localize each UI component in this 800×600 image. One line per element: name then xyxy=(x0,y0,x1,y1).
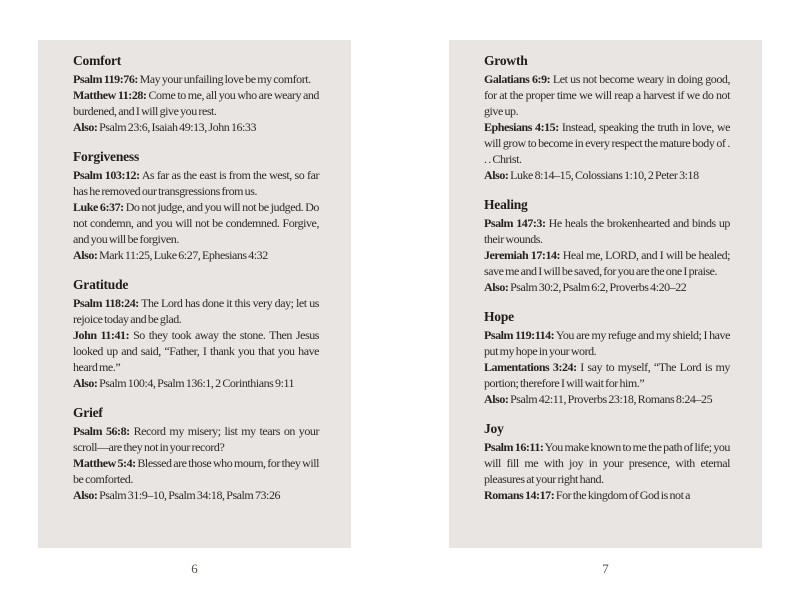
verse-reference: Lamentations 3:24: xyxy=(484,360,577,374)
topic-section xyxy=(73,53,319,135)
topic-section xyxy=(73,405,319,503)
verse-text: Psalm 23:6, Isaiah 49:13, John 16:33 xyxy=(97,120,257,134)
verse-reference: Galatians 6:9: xyxy=(484,72,551,86)
verse-entry xyxy=(484,359,730,391)
verse-entry xyxy=(73,295,319,327)
topic-title: Growth xyxy=(484,53,528,68)
verse-text: I say to myself, “The Lord is my portion; therefore I will wait for him.” xyxy=(484,360,730,390)
topic-section xyxy=(73,277,319,391)
verse-text: Psalm 100:4, Psalm 136:1, 2 Corinthians 9:11 xyxy=(97,376,295,390)
verse-reference: Also: xyxy=(73,248,98,262)
verse-reference: Matthew 11:28: xyxy=(73,88,147,102)
topic-section xyxy=(484,53,730,183)
verse-entry xyxy=(73,487,319,503)
verse-text: Luke 8:14–15, Colossians 1:10, 2 Peter 3:18 xyxy=(508,168,699,182)
verse-entry xyxy=(73,199,319,247)
verse-entry xyxy=(484,71,730,119)
topic-title: Grief xyxy=(73,405,103,420)
verse-entry xyxy=(484,327,730,359)
topic-title: Healing xyxy=(484,197,528,212)
verse-reference: Also: xyxy=(73,376,98,390)
verse-reference: Psalm 16:11: xyxy=(484,440,544,454)
verse-text: Record my misery; list my tears on your scroll—are they not in your record? xyxy=(73,424,320,454)
page-right-sections xyxy=(484,53,730,503)
verse-text: You make known to me the path of life; you will fill me with joy in your presence, with eternal pleasures at your right hand. xyxy=(484,440,730,486)
verse-reference: Psalm 103:12: xyxy=(73,168,140,182)
verse-reference: Luke 6:37: xyxy=(73,200,124,214)
verse-reference: Psalm 119:114: xyxy=(484,328,555,342)
verse-entry xyxy=(73,119,319,135)
verse-text: Psalm 31:9–10, Psalm 34:18, Psalm 73:26 xyxy=(97,488,281,502)
verse-text: So they took away the stone. Then Jesus looked up and said, “Father, I thank you that you have heard me.” xyxy=(73,328,319,374)
verse-entry xyxy=(484,215,730,247)
verse-reference: Also: xyxy=(484,168,509,182)
verse-text: As far as the east is from the west, so far has he removed our transgressions from us. xyxy=(73,168,319,198)
topic-section xyxy=(73,149,319,263)
verse-entry xyxy=(73,247,319,263)
verse-reference: Psalm 56:8: xyxy=(73,424,130,438)
topic-title: Forgiveness xyxy=(73,149,140,164)
verse-reference: Psalm 147:3: xyxy=(484,216,546,230)
verse-entry xyxy=(484,119,730,167)
verse-text: Do not judge, and you will not be judged. Do not condemn, and you will not be condemned. Forgive, and you will be forgiven. xyxy=(73,200,319,246)
verse-text: May your unfailing love be my comfort. xyxy=(137,72,311,86)
verse-reference: Romans 14:17: xyxy=(484,488,555,502)
verse-text: He heals the brokenhearted and binds up their wounds. xyxy=(484,216,730,246)
book-page-left xyxy=(38,40,351,548)
verse-entry xyxy=(73,71,319,87)
verse-reference: Also: xyxy=(484,392,509,406)
page-number-right: 7 xyxy=(602,561,609,576)
verse-text: Instead, speaking the truth in love, we will grow to become in every respect the mature body of . . . Christ. xyxy=(484,120,730,166)
verse-reference: Psalm 119:76: xyxy=(73,72,138,86)
verse-reference: Also: xyxy=(73,488,98,502)
verse-text: Let us not become weary in doing good, for at the proper time we will reap a harvest if we do not give up. xyxy=(484,72,730,118)
topic-section xyxy=(484,309,730,407)
verse-entry xyxy=(484,167,730,183)
verse-entry xyxy=(73,455,319,487)
page-number-left: 6 xyxy=(191,561,198,576)
verse-text: Psalm 42:11, Proverbs 23:18, Romans 8:24–25 xyxy=(508,392,713,406)
topic-section xyxy=(484,421,730,503)
topic-title: Joy xyxy=(484,421,504,436)
verse-entry xyxy=(484,391,730,407)
verse-entry xyxy=(73,87,319,119)
verse-text: For the kingdom of God is not a xyxy=(554,488,690,502)
verse-reference: Also: xyxy=(484,280,509,294)
verse-entry xyxy=(484,279,730,295)
verse-entry xyxy=(73,167,319,199)
verse-entry xyxy=(73,327,319,375)
verse-text: Psalm 30:2, Psalm 6:2, Proverbs 4:20–22 xyxy=(508,280,687,294)
verse-entry xyxy=(73,375,319,391)
topic-section xyxy=(484,197,730,295)
verse-text: You are my refuge and my shield; I have put my hope in your word. xyxy=(484,328,730,358)
topic-title: Comfort xyxy=(73,53,122,68)
verse-entry xyxy=(73,423,319,455)
topic-title: Hope xyxy=(484,309,514,324)
verse-entry xyxy=(484,247,730,279)
verse-reference: John 11:41: xyxy=(73,328,130,342)
verse-entry xyxy=(484,439,730,487)
verse-entry xyxy=(484,487,730,503)
verse-reference: Jeremiah 17:14: xyxy=(484,248,561,262)
verse-text: Blessed are those who mourn, for they will be comforted. xyxy=(73,456,319,486)
page-left-sections xyxy=(73,53,319,503)
verse-text: Come to me, all you who are weary and burdened, and I will give you rest. xyxy=(73,88,319,118)
topic-title: Gratitude xyxy=(73,277,129,292)
verse-text: Heal me, LORD, and I will be healed; save me and I will be saved, for you are the one I praise. xyxy=(484,248,731,278)
verse-text: The Lord has done it this very day; let us rejoice today and be glad. xyxy=(73,296,319,326)
verse-reference: Also: xyxy=(73,120,98,134)
verse-reference: Ephesians 4:15: xyxy=(484,120,559,134)
verse-reference: Psalm 118:24: xyxy=(73,296,139,310)
book-page-right xyxy=(449,40,762,548)
verse-reference: Matthew 5:4: xyxy=(73,456,136,470)
verse-text: Mark 11:25, Luke 6:27, Ephesians 4:32 xyxy=(97,248,268,262)
